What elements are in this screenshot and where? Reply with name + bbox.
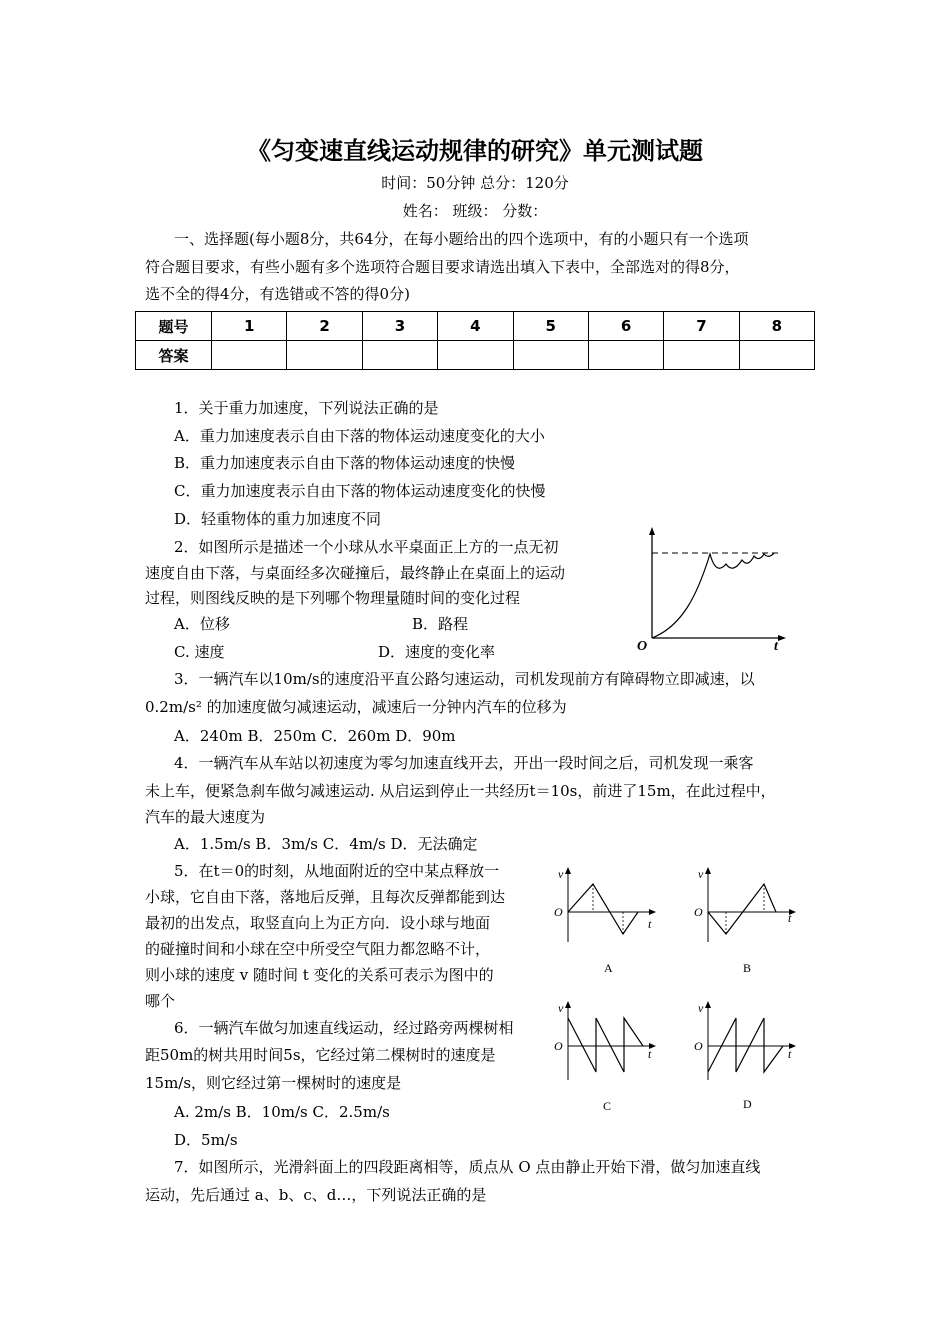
q2-graph [632,526,792,654]
q2-figure [632,526,792,654]
q2-stem-1: 2．如图所示是描述一个小球从水平桌面正上方的一点无初 [174,538,559,556]
svg-text:t: t [648,917,652,931]
q1-option-d: D．轻重物体的重力加速度不同 [174,510,382,528]
svg-text:t: t [788,1047,792,1061]
q5-graph-b [688,862,808,982]
table-row-numbers [136,312,815,341]
answer-cell[interactable] [212,341,287,370]
svg-text:v: v [698,1001,704,1015]
answer-cell[interactable] [513,341,588,370]
q5-stem-6: 哪个 [145,992,176,1010]
q2-origin-label: O [637,639,648,654]
q2-option-d: D．速度的变化率 [378,643,496,661]
q5-d-line [708,1018,783,1072]
q6-stem-3: 15m/s，则它经过第一棵树时的速度是 [145,1074,402,1092]
q3-options: A．240m B．250m C．260m D．90m [174,727,456,745]
q1-option-c: C．重力加速度表示自由下落的物体运动速度变化的快慢 [174,482,546,500]
q7-stem-1: 7．如图所示，光滑斜面上的四段距离相等，质点从 O 点由静止开始下滑，做匀加速直线 [174,1158,761,1176]
q5-stem-5: 则小球的速度 v 随时间 t 变化的关系可表示为图中的 [145,966,494,984]
q3-stem-1: 3．一辆汽车以10m/s的速度沿平直公路匀速运动，司机发现前方有障碍物立即减速，以 [174,670,755,688]
q1-stem: 1．关于重力加速度，下列说法正确的是 [174,399,439,417]
col-number: 6 [588,312,663,341]
svg-text:v: v [698,867,704,881]
q6-stem-1: 6．一辆汽车做匀加速直线运动，经过路旁两棵树相 [174,1019,514,1037]
svg-text:O: O [554,905,563,919]
q3-stem-2: 0.2m/s² 的加速度做匀减速运动，减速后一分钟内汽车的位移为 [145,698,567,716]
svg-text:v: v [558,867,564,881]
q5-stem-1: 5．在t＝0的时刻，从地面附近的空中某点释放一 [174,862,500,880]
q5-graph-a-label: A [604,961,613,975]
table-row-answers [136,341,815,370]
q5-graph-b-label: B [743,961,752,975]
answer-cell[interactable] [588,341,663,370]
q6-options-1: A. 2m/s B．10m/s C．2.5m/s [174,1103,390,1121]
col-number: 1 [212,312,287,341]
col-number: 7 [664,312,739,341]
col-number: 4 [438,312,513,341]
q4-stem-1: 4．一辆汽车从车站以初速度为零匀加速直线开去，开出一段时间之后，司机发现一乘客 [174,754,754,772]
q2-option-c: C. 速度 [174,643,225,661]
answer-table [135,311,815,370]
q5-graph-c [548,996,668,1122]
answer-cell[interactable] [438,341,513,370]
q6-stem-2: 距50m的树共用时间5s，它经过第二棵树时的速度是 [145,1046,496,1064]
section-intro-3: 选不全的得4分，有选错或不答的得0分) [145,285,410,303]
svg-text:O: O [694,1039,703,1053]
name-class-line: 姓名： 班级： 分数： [402,202,548,220]
q2-option-b: B．路程 [412,615,469,633]
col-number: 2 [287,312,362,341]
q2-t-label: t [774,639,778,654]
answer-cell[interactable] [287,341,362,370]
time-score-line: 时间：50分钟 总分：120分 [381,174,569,192]
q6-options-2: D．5m/s [174,1131,238,1149]
svg-text:O: O [694,905,703,919]
svg-text:O: O [554,1039,563,1053]
col-number: 5 [513,312,588,341]
q5-graph-d [688,996,808,1122]
q4-stem-3: 汽车的最大速度为 [145,808,266,826]
q2-x-arrow [778,635,786,641]
q4-stem-2: 未上车，便紧急刹车做匀减速运动. 从启运到停止一共经历t＝10s，前进了15m，在此过程中， [145,782,776,800]
q4-options: A．1.5m/s B．3m/s C．4m/s D．无法确定 [174,835,478,853]
q5-graph-a [548,862,668,982]
page-title: 《匀变速直线运动规律的研究》单元测试题 [247,137,703,165]
q5-graph-d-label: D [743,1097,752,1111]
row-label-answer: 答案 [136,341,212,370]
q5-graph-c-label: C [603,1099,612,1113]
q1-option-b: B．重力加速度表示自由下落的物体运动速度的快慢 [174,454,516,472]
col-number: 3 [362,312,437,341]
q2-stem-2: 速度自由下落，与桌面经多次碰撞后，最终静止在桌面上的运动 [145,564,566,582]
q5-stem-4: 的碰撞时间和小球在空中所受空气阻力都忽略不计， [145,940,491,958]
svg-text:t: t [648,1047,652,1061]
svg-text:v: v [558,1001,564,1015]
q2-stem-3: 过程，则图线反映的是下列哪个物理量随时间的变化过程 [145,589,521,607]
q5-b-line [708,884,776,934]
q5-stem-2: 小球，它自由下落，落地后反弹，且每次反弹都能到达 [145,888,506,906]
answer-cell[interactable] [739,341,814,370]
answer-cell[interactable] [664,341,739,370]
q5-stem-3: 最初的出发点，取竖直向上为正方向．设小球与地面 [145,914,491,932]
q2-y-arrow [649,527,655,535]
row-label-number: 题号 [136,312,212,341]
q2-option-a: A．位移 [174,615,230,633]
answer-cell[interactable] [362,341,437,370]
section-intro-2: 符合题目要求，有些小题有多个选项符合题目要求请选出填入下表中，全部选对的得8分， [145,258,740,276]
section-intro-1: 一、选择题(每小题8分，共64分，在每小题给出的四个选项中，有的小题只有一个选项 [174,230,749,248]
q7-stem-2: 运动，先后通过 a、b、c、d…，下列说法正确的是 [145,1186,487,1204]
q5-a-line [568,884,638,934]
svg-text:t: t [788,911,792,925]
q1-option-a: A．重力加速度表示自由下落的物体运动速度变化的大小 [174,427,545,445]
q2-curve [652,553,774,638]
q5-c-line [568,1018,643,1072]
col-number: 8 [739,312,814,341]
